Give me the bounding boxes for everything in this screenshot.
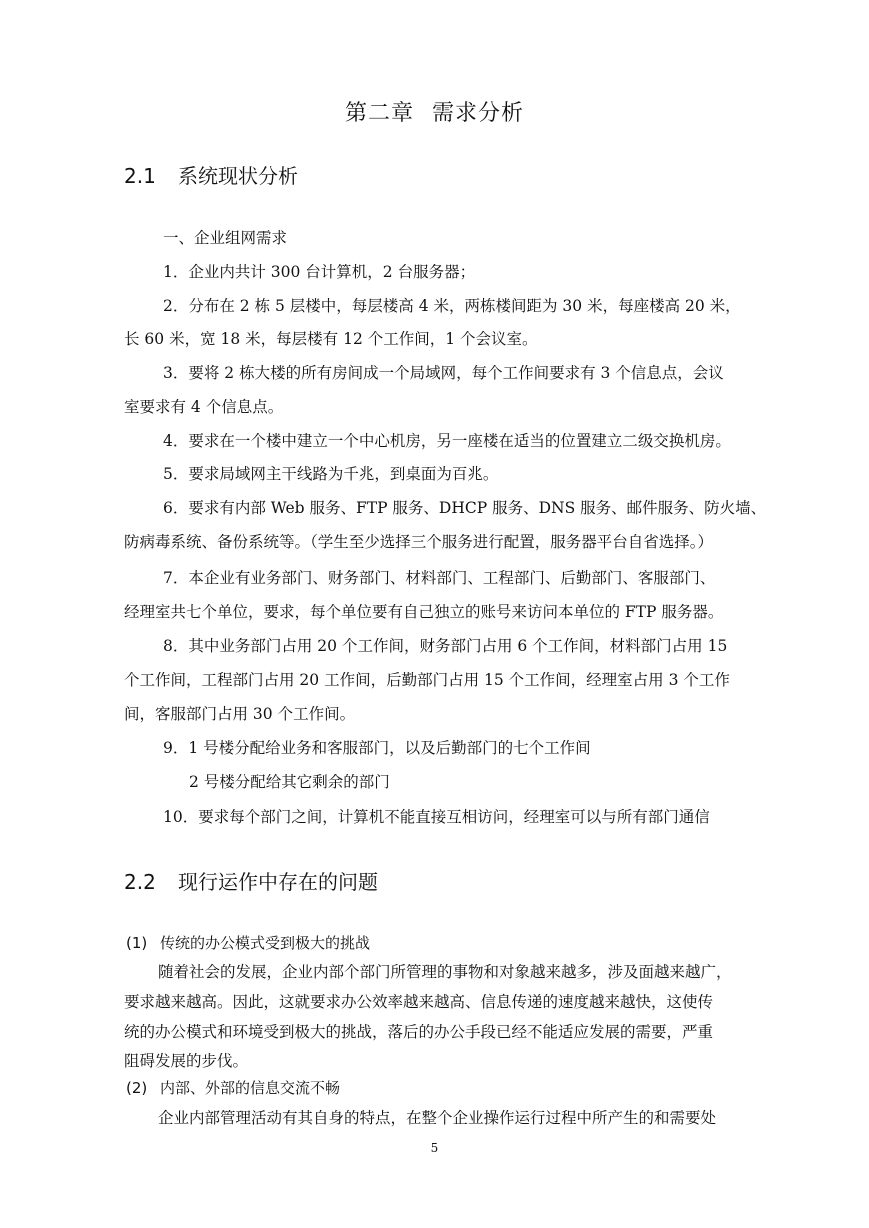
paragraph-line: 间，客服部门占用 30 个工作间。 (124, 705, 356, 723)
subsection-number: (1) (126, 934, 148, 952)
section-title: 现行运作中存在的问题 (178, 870, 378, 894)
paragraph-line: 10．要求每个部门之间，计算机不能直接互相访问，经理室可以与所有部门通信 (163, 808, 710, 826)
paragraph-line: 3．要将 2 栋大楼的所有房间成一个局域网，每个工作间要求有 3 个信息点，会议 (163, 364, 724, 382)
page-number: 5 (430, 1141, 439, 1155)
chapter-title: 需求分析 (432, 101, 525, 126)
paragraph-line: 统的办公模式和环境受到极大的挑战，落后的办公手段已经不能适应发展的需要，严重 (124, 1023, 714, 1041)
chapter-heading (0, 96, 869, 127)
paragraph-line: 经理室共七个单位，要求，每个单位要有自己独立的账号来访问本单位的 FTP 服务器。 (124, 603, 724, 621)
section-number: 2.1 (124, 164, 156, 188)
section-number: 2.2 (124, 870, 156, 894)
paragraph-line: 要求越来越高。因此，这就要求办公效率越来越高、信息传递的速度越来越快，这使传 (124, 993, 714, 1011)
paragraph-line: 长 60 米，宽 18 米，每层楼有 12 个工作间，1 个会议室。 (124, 330, 538, 348)
paragraph-line: 6．要求有内部 Web 服务、FTP 服务、DHCP 服务、DNS 服务、邮件服务、防火墙、 (163, 499, 767, 517)
paragraph-line: 个工作间，工程部门占用 20 工作间，后勤部门占用 15 个工作间，经理室占用 3 个工作 (124, 671, 730, 689)
paragraph-line: 随着社会的发展，企业内部个部门所管理的事物和对象越来越多，涉及面越来越广， (158, 963, 732, 981)
paragraph-line: 一、企业组网需求 (163, 229, 288, 247)
subsection-heading-2 (126, 1077, 340, 1098)
paragraph-line: 2．分布在 2 栋 5 层楼中，每层楼高 4 米，两栋楼间距为 30 米，每座楼高 20 米， (163, 297, 741, 315)
subsection-title: 传统的办公模式受到极大的挑战 (160, 934, 371, 952)
subsection-number: (2) (126, 1079, 148, 1097)
section-title: 系统现状分析 (178, 164, 298, 188)
section-heading-2-2 (124, 866, 378, 895)
paragraph-line: 2 号楼分配给其它剩余的部门 (189, 773, 390, 791)
paragraph-line: 5．要求局域网主干线路为千兆，到桌面为百兆。 (163, 465, 499, 483)
paragraph-line: 企业内部管理活动有其自身的特点，在整个企业操作运行过程中所产生的和需要处 (158, 1109, 717, 1127)
paragraph-line: 防病毒系统、备份系统等。（学生至少选择三个服务进行配置，服务器平台自省选择。） (124, 533, 714, 551)
paragraph-line: 9．1 号楼分配给业务和客服部门，以及后勤部门的七个工作间 (163, 739, 591, 757)
paragraph-line: 室要求有 4 个信息点。 (124, 398, 284, 416)
section-heading-2-1 (124, 160, 298, 189)
paragraph-line: 1．企业内共计 300 台计算机，2 台服务器； (163, 263, 476, 281)
paragraph-line: 4．要求在一个楼中建立一个中心机房，另一座楼在适当的位置建立二级交换机房。 (163, 432, 731, 450)
subsection-heading-1 (126, 932, 370, 953)
paragraph-line: 7．本企业有业务部门、财务部门、材料部门、工程部门、后勤部门、客服部门、 (163, 569, 716, 587)
chapter-number: 第二章 (344, 101, 414, 126)
paragraph-line: 阻碍发展的步伐。 (124, 1052, 249, 1070)
subsection-title: 内部、外部的信息交流不畅 (160, 1079, 341, 1097)
paragraph-line: 8．其中业务部门占用 20 个工作间，财务部门占用 6 个工作间，材料部门占用 15 (163, 637, 728, 655)
